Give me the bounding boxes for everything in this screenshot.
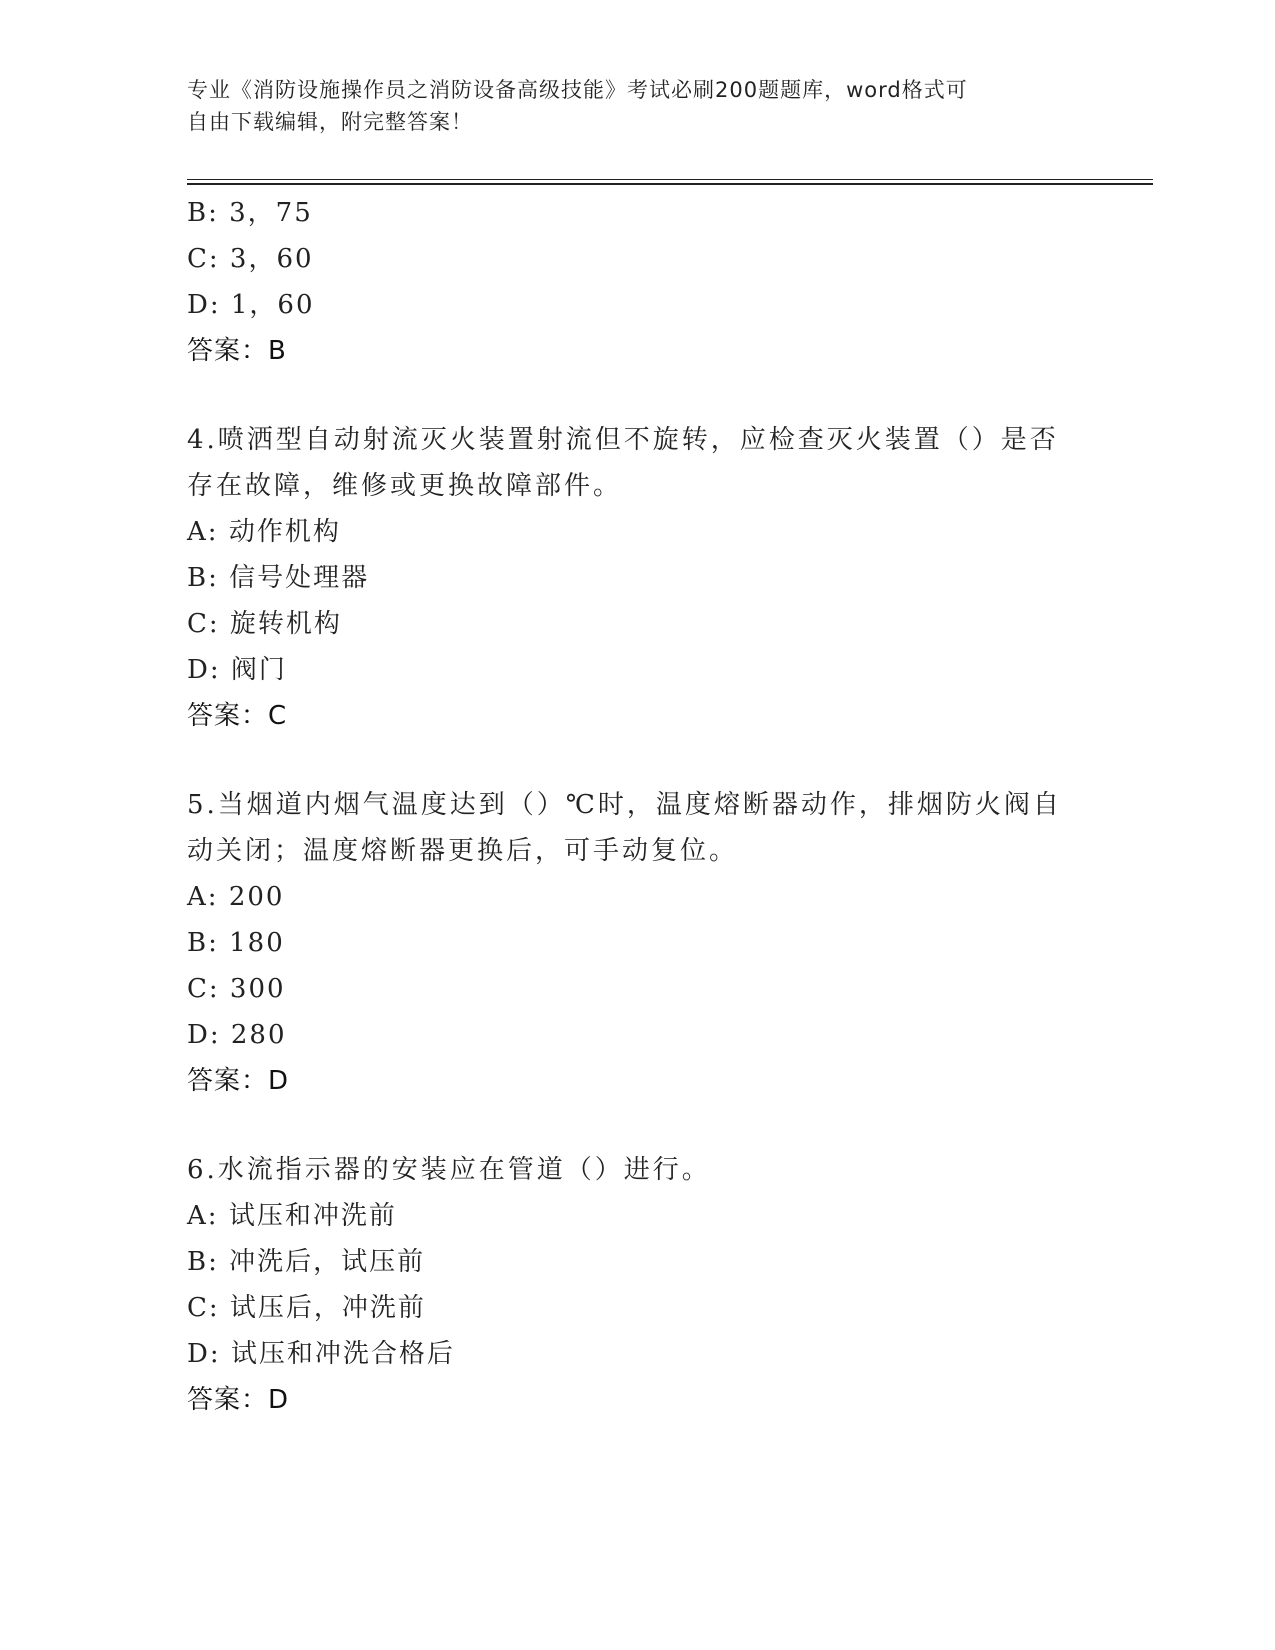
option-c xyxy=(187,966,1067,1012)
option-label: D: xyxy=(187,290,221,320)
option-label: A: xyxy=(187,517,219,547)
option-text: 试压后，冲洗前 xyxy=(229,1293,426,1323)
question-3-continued xyxy=(187,190,1067,374)
option-text: 试压和冲洗前 xyxy=(228,1201,397,1231)
option-text: 信号处理器 xyxy=(229,563,370,593)
option-label: D: xyxy=(187,1339,221,1369)
question-stem-line-1: 4.喷洒型自动射流灭火装置射流但不旋转，应检查灭火装置（）是否 xyxy=(187,425,1059,455)
option-text: 冲洗后，试压前 xyxy=(229,1247,426,1277)
option-text: 旋转机构 xyxy=(229,609,342,639)
option-b xyxy=(187,555,1067,601)
option-text: 300 xyxy=(229,974,286,1004)
question-5 xyxy=(187,782,1067,1104)
question-4 xyxy=(187,417,1067,739)
option-label: B: xyxy=(187,928,219,958)
option-label: C: xyxy=(187,609,220,639)
option-label: D: xyxy=(187,655,221,685)
option-text: 试压和冲洗合格后 xyxy=(230,1339,455,1369)
option-label: A: xyxy=(187,1201,219,1231)
option-c xyxy=(187,1285,1067,1331)
option-c xyxy=(187,601,1067,647)
header-divider-thin xyxy=(187,179,1153,180)
option-a xyxy=(187,509,1067,555)
option-label: C: xyxy=(187,974,220,1004)
question-stem xyxy=(187,782,1067,874)
option-d xyxy=(187,647,1067,693)
question-stem-line-1: 6.水流指示器的安装应在管道（）进行。 xyxy=(187,1155,711,1185)
answer-line: 答案：D xyxy=(187,1385,290,1415)
header-line-1: 专业《消防设施操作员之消防设备高级技能》考试必刷200题题库，word格式可 xyxy=(187,78,968,102)
option-label: B: xyxy=(187,563,219,593)
option-d xyxy=(187,1331,1067,1377)
option-label: D: xyxy=(187,1020,221,1050)
option-label: B: xyxy=(187,1247,219,1277)
option-text: 180 xyxy=(229,928,285,958)
option-d xyxy=(187,282,1067,328)
answer-line: 答案：D xyxy=(187,1066,290,1096)
question-stem-line-2: 存在故障，维修或更换故障部件。 xyxy=(187,471,623,501)
question-6 xyxy=(187,1147,1067,1423)
option-text: 200 xyxy=(228,882,285,912)
header-line-2: 自由下载编辑，附完整答案！ xyxy=(187,110,473,134)
option-label: A: xyxy=(187,882,219,912)
option-a xyxy=(187,874,1067,920)
option-text: 阀门 xyxy=(230,655,287,685)
option-d xyxy=(187,1012,1067,1058)
option-text: 1，60 xyxy=(230,290,315,320)
question-stem xyxy=(187,1147,1067,1193)
option-c xyxy=(187,236,1067,282)
option-text: 动作机构 xyxy=(228,517,341,547)
document-body xyxy=(187,190,1067,1423)
answer-line: 答案：B xyxy=(187,336,287,366)
header-divider-thick xyxy=(187,183,1153,185)
document-header xyxy=(187,74,1067,138)
option-label: B: xyxy=(187,198,219,228)
question-stem-line-1: 5.当烟道内烟气温度达到（）℃时，温度熔断器动作，排烟防火阀自 xyxy=(187,790,1062,820)
question-stem-line-2: 动关闭；温度熔断器更换后，可手动复位。 xyxy=(187,836,739,866)
option-b xyxy=(187,190,1067,236)
option-text: 3，60 xyxy=(229,244,314,274)
option-text: 3，75 xyxy=(229,198,313,228)
option-b xyxy=(187,920,1067,966)
option-label: C: xyxy=(187,1293,220,1323)
question-stem xyxy=(187,417,1067,509)
answer-line: 答案：C xyxy=(187,701,288,731)
option-label: C: xyxy=(187,244,220,274)
option-b xyxy=(187,1239,1067,1285)
option-a xyxy=(187,1193,1067,1239)
option-text: 280 xyxy=(230,1020,287,1050)
